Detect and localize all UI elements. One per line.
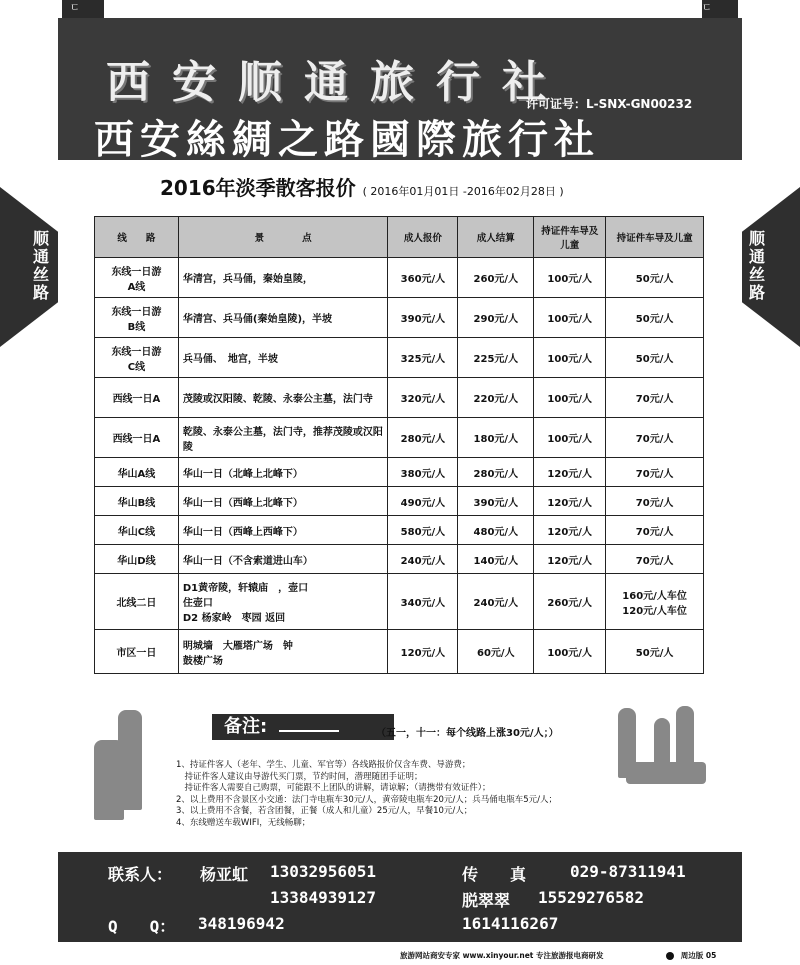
adult-settlement-cell: 220元/人 [458,378,534,418]
adult-price-cell: 120元/人 [388,630,458,674]
cert-price-cell-2: 50元/人 [606,630,704,674]
adult-price-cell: 490元/人 [388,487,458,516]
cert-price-cell-2: 160元/人车位 120元/人车位 [606,574,704,630]
brand-name: 西安顺通旅行社 [106,57,568,108]
table-row [95,298,704,338]
contact-person-name: 杨亚虹 [200,865,249,884]
route-cell: 华山D线 [95,545,179,574]
adult-settlement-cell: 240元/人 [458,574,534,630]
contact-phone-2: 13384939127 [270,888,376,907]
contact-bar [58,852,742,942]
adult-settlement-cell: 290元/人 [458,298,534,338]
note-item: 1、持证件客人（老年、学生、儿童、军官等）各线路报价仅含车费、导游费； [176,760,471,770]
fax-number: 029-87311941 [570,862,686,881]
table-row [95,545,704,574]
attractions-cell: 华山一日（不含索道进山车） [178,545,388,574]
note-label-box [212,714,394,740]
table-header-row [95,217,704,258]
attractions-cell: 茂陵或汉阳陵、乾陵、永泰公主墓，法门寺 [178,378,388,418]
table-row [95,458,704,487]
side-label-right: 顺通丝路 [748,229,765,302]
attractions-cell: 乾陵、永泰公主墓，法门寺，推荐茂陵或汉阳陵 [178,418,388,458]
side-label-left: 顺通丝路 [32,229,49,302]
route-cell: 华山C线 [95,516,179,545]
header-cert-holder: 持证件车导及儿童 [534,217,606,258]
attractions-cell: 华山一日（西峰上北峰下） [178,487,388,516]
cert-price-cell: 100元/人 [534,630,606,674]
table-row [95,378,704,418]
route-cell: 东线一日游 B线 [95,298,179,338]
qq-number-1: 348196942 [198,914,285,933]
cert-price-cell: 120元/人 [534,516,606,545]
footer-text: 旅游网站商安专家 www.xinyour.net 专注旅游报电商研发 [400,951,604,960]
table-row [95,574,704,630]
bronze-chariot [626,762,706,784]
table-row [95,418,704,458]
table-row [95,338,704,378]
qq-number-2: 1614116267 [462,914,559,933]
cert-price-cell-2: 70元/人 [606,487,704,516]
contact-person-label: 联系人： [108,865,173,884]
attractions-cell: 明城墙 大雁塔广场 钟 鼓楼广场 [178,630,388,674]
adult-settlement-cell: 180元/人 [458,418,534,458]
adult-price-cell: 240元/人 [388,545,458,574]
page-title [160,172,564,201]
adult-price-cell: 360元/人 [388,258,458,298]
title-period: ( 2016年01月01日 -2016年02月28日 ) [362,185,564,198]
attractions-cell: 华清宫，兵马俑，秦始皇陵， [178,258,388,298]
table-row [95,630,704,674]
route-cell: 华山A线 [95,458,179,487]
cert-price-cell: 120元/人 [534,487,606,516]
adult-settlement-cell: 260元/人 [458,258,534,298]
adult-price-cell: 340元/人 [388,574,458,630]
fax-label: 传 真 [462,865,527,884]
adult-settlement-cell: 480元/人 [458,516,534,545]
page-footer [400,950,716,961]
attractions-cell: 华山一日（北峰上北峰下） [178,458,388,487]
adult-price-cell: 380元/人 [388,458,458,487]
adult-price-cell: 325元/人 [388,338,458,378]
cert-price-cell-2: 50元/人 [606,258,704,298]
attractions-cell: 华清宫、兵马俑(秦始皇陵)，半坡 [178,298,388,338]
route-cell: 西线一日A [95,418,179,458]
route-cell: 西线一日A [95,378,179,418]
table-row [95,516,704,545]
price-table [94,216,704,674]
table-row [95,258,704,298]
note-item: 持证件客人建议由导游代买门票，节约时间，潜理随团手证明； [176,771,423,782]
adult-settlement-cell: 280元/人 [458,458,534,487]
warrior-statue-right-3 [676,706,694,766]
route-cell: 东线一日游 A线 [95,258,179,298]
route-cell: 东线一日游 C线 [95,338,179,378]
cert-price-cell: 100元/人 [534,298,606,338]
cert-price-cell-2: 70元/人 [606,458,704,487]
corner-tab-left: ㄷ [62,0,104,18]
header-banner [58,18,742,163]
header-attractions: 景 点 [178,217,388,258]
header-route: 线 路 [95,217,179,258]
warrior-statue-left-2 [94,740,124,820]
contact-person-2-name: 脱翠翠 [462,891,511,910]
contact-phone-3: 15529276582 [538,888,644,907]
license-number: 许可证号：L-SNX-GN00232 [526,97,693,111]
note-item: 2、以上费用不含景区小交通：法门寺电瓶车30元/人，黄帝陵电瓶车20元/人；兵马俑电瓶车5元/人； [176,794,558,805]
cert-price-cell-2: 50元/人 [606,298,704,338]
cert-price-cell: 100元/人 [534,258,606,298]
note-highlight: （五一，十一：每个线路上涨30元/人；） [376,728,559,739]
adult-price-cell: 580元/人 [388,516,458,545]
adult-price-cell: 280元/人 [388,418,458,458]
cert-price-cell: 260元/人 [534,574,606,630]
route-cell: 华山B线 [95,487,179,516]
header-adult-settlement: 成人结算 [458,217,534,258]
signature-icon [279,720,339,732]
cert-price-cell: 120元/人 [534,458,606,487]
brand-name-traditional: 西安絲綢之路國際旅行社 [94,116,600,163]
adult-settlement-cell: 390元/人 [458,487,534,516]
notes-list [176,760,636,829]
attractions-cell: D1黄帝陵，轩辕庙 ，壶口 住壶口 D2 杨家岭 枣园 返回 [178,574,388,630]
notes-section [58,700,742,850]
adult-settlement-cell: 140元/人 [458,545,534,574]
cert-price-cell-2: 70元/人 [606,378,704,418]
header-cert-holder-2: 持证件车导及儿童 [606,217,704,258]
note-item: 4、东线赠送车载WIFI，无线畅聊； [176,817,311,828]
attractions-cell: 兵马俑、 地宫，半坡 [178,338,388,378]
cert-price-cell: 120元/人 [534,545,606,574]
route-cell: 北线二日 [95,574,179,630]
cert-price-cell: 100元/人 [534,378,606,418]
title-main: 2016年淡季散客报价 [160,176,356,200]
cert-price-cell-2: 70元/人 [606,516,704,545]
note-label: 备注: [224,716,268,737]
cert-price-cell-2: 70元/人 [606,545,704,574]
cert-price-cell-2: 50元/人 [606,338,704,378]
page-number: 周边版 05 [680,951,717,960]
header-adult-price: 成人报价 [388,217,458,258]
cert-price-cell-2: 70元/人 [606,418,704,458]
cert-price-cell: 100元/人 [534,338,606,378]
adult-settlement-cell: 60元/人 [458,630,534,674]
note-item: 3、以上费用不含餐，若含团餐，正餐（成人和儿童）25元/人，早餐10元/人； [176,806,473,816]
note-item: 持证件客人需要自己购票，可能跟不上团队的讲解，请谅解；（请携带有效证件）； [176,783,491,793]
contact-phone-1: 13032956051 [270,862,376,881]
route-cell: 市区一日 [95,630,179,674]
corner-tab-right: ㄷ [702,0,738,18]
adult-price-cell: 320元/人 [388,378,458,418]
table-row [95,487,704,516]
adult-price-cell: 390元/人 [388,298,458,338]
cert-price-cell: 100元/人 [534,418,606,458]
adult-settlement-cell: 225元/人 [458,338,534,378]
attractions-cell: 华山一日（西峰上西峰下） [178,516,388,545]
bullet-icon [666,952,674,960]
qq-label: Q Q： [108,917,176,936]
